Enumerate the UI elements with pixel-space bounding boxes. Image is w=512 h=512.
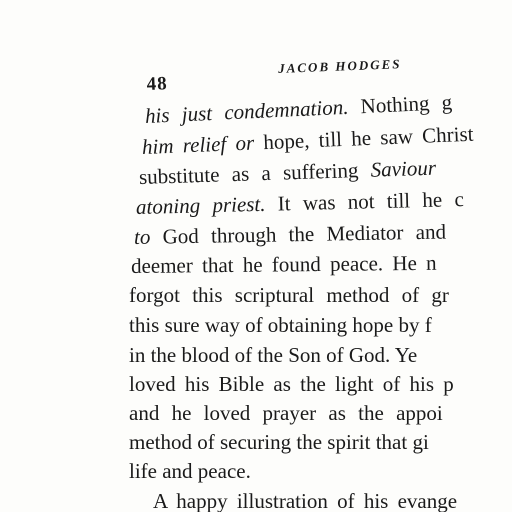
text-line-3-italic: Saviour: [370, 155, 437, 182]
text-line-13: life and peace.: [129, 459, 251, 483]
text-line-1-roman: Nothing g: [360, 90, 453, 119]
text-line-5-italic: to: [133, 224, 151, 249]
text-line-4: [136, 187, 464, 219]
text-line-11: and he loved prayer as the appoi: [129, 401, 443, 425]
text-line-3: [139, 156, 437, 189]
running-title: JACOB HODGES: [277, 56, 402, 76]
text-line-9: in the blood of the Son of God. Ye: [129, 343, 418, 367]
text-line-6: deemer that he found peace. He n: [130, 250, 437, 278]
text-line-1: [144, 90, 452, 128]
page-number: 48: [146, 73, 169, 95]
text-line-3-roman: substitute as a suffering: [138, 158, 359, 189]
text-line-5-roman: God through the Mediator and: [162, 219, 447, 249]
text-line-12: method of securing the spirit that gi: [129, 430, 429, 454]
text-line-14: A happy illustration of his evange: [153, 489, 458, 512]
text-line-10: loved his Bible as the light of his p: [129, 372, 454, 396]
text-line-4-italic: atoning priest.: [135, 191, 266, 219]
text-line-8: this sure way of obtaining hope by f: [129, 313, 432, 337]
text-line-5: [134, 220, 446, 249]
text-line-2-roman: hope, till he saw Christ: [262, 121, 474, 155]
text-line-7: forgot this scriptural method of gr: [129, 283, 449, 307]
text-line-4-roman: It was not till he c: [277, 186, 465, 216]
text-line-2-italic: him relief or: [141, 130, 255, 159]
text-line-2: [142, 122, 474, 159]
text-line-1-italic: his just condemnation.: [144, 94, 349, 128]
